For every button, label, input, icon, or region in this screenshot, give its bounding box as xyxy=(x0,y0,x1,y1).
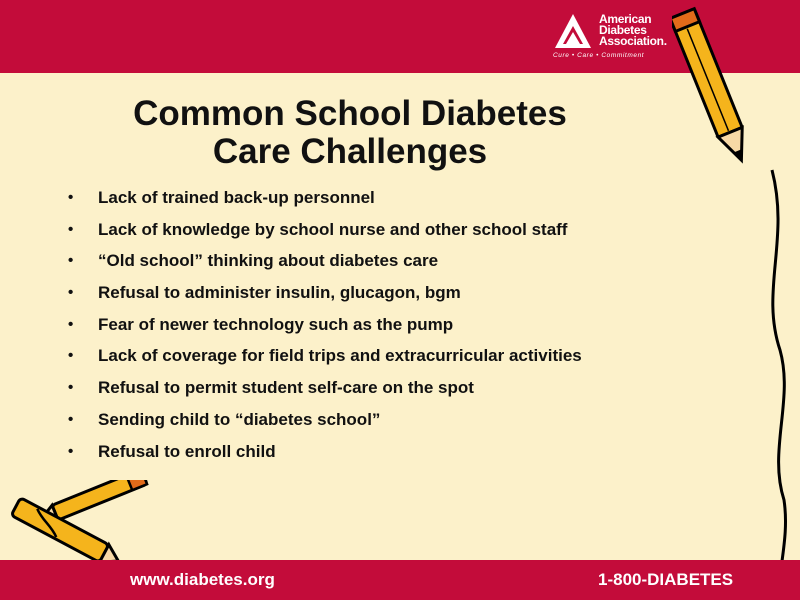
list-item xyxy=(68,440,688,472)
logo-line2: Diabetes xyxy=(599,23,647,37)
list-item-text: Lack of coverage for field trips and extracurricular activities xyxy=(98,346,582,366)
bullet-glyph: • xyxy=(68,189,74,206)
logo-tagline: Cure • Care • Commitment xyxy=(553,52,645,59)
crayon-icon xyxy=(0,480,170,560)
association-logo xyxy=(553,12,688,64)
list-item-text: Lack of trained back-up personnel xyxy=(98,188,375,207)
bullet-list xyxy=(68,186,688,471)
bullet-glyph: • xyxy=(68,315,74,333)
list-item-text: Lack of knowledge by school nurse and other school staff xyxy=(98,219,568,239)
list-item-text: Refusal to administer insulin, glucagon, bgm xyxy=(98,283,461,303)
slide-title xyxy=(100,95,600,171)
list-item xyxy=(68,249,688,281)
bullet-glyph: • xyxy=(68,347,74,365)
bullet-glyph: • xyxy=(68,379,74,397)
list-item-text: Sending child to “diabetes school” xyxy=(98,409,381,429)
logo-line1: American xyxy=(599,12,652,26)
list-item xyxy=(68,313,688,345)
list-item xyxy=(68,218,688,250)
logo-line3: Association. xyxy=(599,34,667,48)
association-logo-icon xyxy=(553,12,593,50)
list-item xyxy=(68,344,688,376)
bullet-glyph: • xyxy=(68,442,74,460)
list-item-text: “Old school” thinking about diabetes care xyxy=(98,251,439,271)
footer-phone: 1-800-DIABETES xyxy=(598,570,734,589)
title-line2: Care Challenges xyxy=(212,132,488,171)
list-item xyxy=(68,281,688,313)
footer-website: www.diabetes.org xyxy=(130,570,275,589)
bullet-glyph: • xyxy=(68,220,74,238)
list-item xyxy=(68,186,688,218)
list-item xyxy=(68,376,688,408)
pencil-icon xyxy=(672,0,800,600)
title-line1: Common School Diabetes xyxy=(133,94,567,133)
list-item-text: Fear of newer technology such as the pump xyxy=(98,314,454,334)
bullet-glyph: • xyxy=(68,410,74,428)
bullet-glyph: • xyxy=(68,284,74,302)
bullet-glyph: • xyxy=(68,252,74,270)
list-item-text: Refusal to permit student self-care on the spot xyxy=(98,378,474,398)
list-item xyxy=(68,408,688,440)
list-item-text: Refusal to enroll child xyxy=(98,441,276,461)
logo-wordmark xyxy=(599,14,667,47)
